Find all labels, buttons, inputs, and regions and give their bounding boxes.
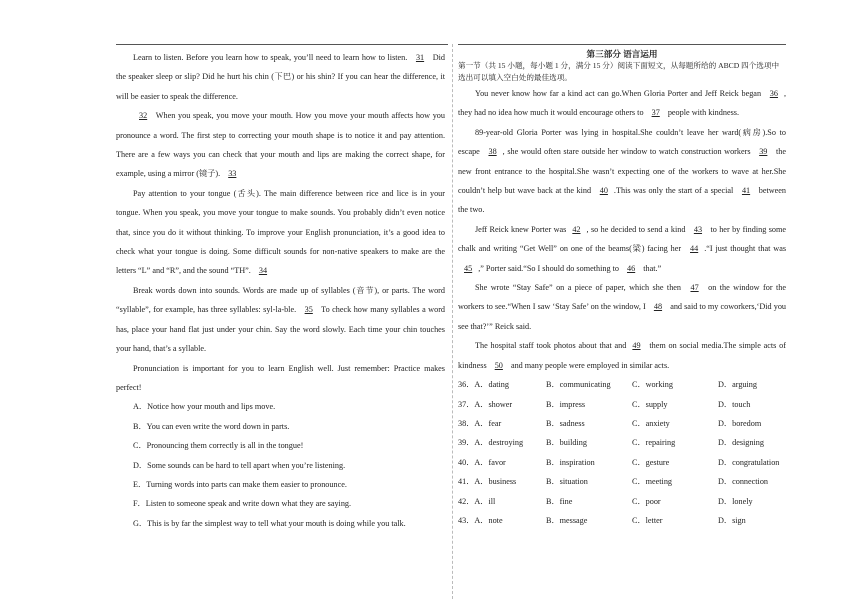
blank-38: 38 — [488, 147, 497, 157]
blank-50: 50 — [494, 360, 503, 370]
top-rule-left — [116, 44, 448, 45]
paragraph-mouth: 32 When you speak, you move your mouth. How you move your mouth affects how you pronounce a word. The first step to correcting your mouth shape is to notice it and pay attention. There are a few ways you can check that your mouth and lips are making the correct shape, for example, using a mirror (镜子). 33 — [116, 111, 445, 179]
section-header: 第三部分 语言运用 — [586, 49, 658, 59]
section-instructions: 第一节（共 15 小题，每小题 1 分，满分 15 分）阅读下面短文，从每题所给的 ABCD 四个选项中选出可以填入空白处的最佳选项。 — [458, 61, 780, 82]
top-rule-right — [458, 44, 786, 45]
question-row: 42．A．ill B．fine C．poor D．lonely — [458, 496, 753, 506]
column-divider — [452, 44, 453, 599]
question-row: 39．A．destroying B．building C．repairing D．designing — [458, 438, 764, 448]
blank-37: 37 — [651, 108, 660, 118]
blank-47: 47 — [690, 283, 699, 293]
question-row: 37．A．shower B．impress C．supply D．touch — [458, 399, 751, 409]
blank-40: 40 — [599, 186, 608, 196]
option-a: A．Notice how your mouth and lips move. — [133, 402, 276, 412]
option-c: C．Pronouncing them correctly is all in the tongue! — [133, 441, 304, 451]
blank-41: 41 — [741, 186, 751, 196]
paragraph-intro: Learn to listen. Before you learn how to speak, you’ll need to learn how to listen. 31 Did the speaker sleep or slip? Did he hurt his chin (下巴) or his shin? If you can hear the difference, it will be easier to speak the difference. — [116, 53, 446, 101]
blank-33: 33 — [228, 169, 237, 179]
blank-31: 31 — [415, 53, 425, 62]
right-column — [458, 48, 786, 530]
blank-44: 44 — [690, 244, 699, 254]
question-row: 40．A．favor B．inspiration C．gesture D．congratulation — [458, 457, 780, 467]
question-row: 43．A．note B．message C．letter D．sign — [458, 515, 746, 525]
question-list — [458, 375, 786, 530]
blank-36: 36 — [769, 89, 778, 98]
option-e: E．Turning words into parts can make them easier to pronounce. — [133, 479, 347, 489]
blank-39: 39 — [759, 147, 768, 157]
blank-42: 42 — [572, 224, 581, 234]
option-b: B．You can even write the word down in parts. — [133, 421, 290, 431]
blank-45: 45 — [464, 263, 473, 273]
option-f: F．Listen to someone speak and write down what they are saying. — [133, 499, 352, 509]
blank-34: 34 — [258, 266, 268, 276]
paragraph-conclusion: Pronunciation is important for you to learn English well. Just remember: Practice makes perfect! — [116, 363, 445, 392]
cloze-paragraph-1: You never know how far a kind act can go.When Gloria Porter and Jeff Reick began 36 , they had no idea how much it would encourage others to 37 people with kindness. — [458, 89, 787, 118]
blank-49: 49 — [632, 341, 641, 351]
blank-35: 35 — [304, 305, 313, 315]
cloze-paragraph-2: 89-year-old Gloria Porter was lying in hospital.She couldn’t leave her ward(病房).So to escape 38 , she would often stare outside her window to watch construction workers 39 the new front entrance to the hospital.She wasn’t expecting one of the workers to wave at her.She couldn’t help but wave back at the kind 40 .This was only the start of a special 41 between the two. — [458, 127, 787, 215]
left-column — [116, 48, 445, 533]
option-g: G．This is by far the simplest way to tell what your mouth is doing while you talk. — [133, 518, 406, 528]
paragraph-tongue: Pay attention to your tongue (舌头). The main difference between rice and lice is in your tongue. When you speak, you move your tongue to make sounds. You probably didn’t even notice that, since you do it without thinking. To improve your English pronunciation, it’s a good idea to check what your tongue is doing. Some difficult sounds for non-native speakers to make are the letters “L” and “R”, and the sound “TH”. 34 — [116, 188, 445, 276]
cloze-paragraph-5: The hospital staff took photos about that and 49 them on social media.The simple acts of kindness 50 and many people were employed in similar acts. — [458, 341, 786, 370]
cloze-paragraph-4: She wrote “Stay Safe” on a piece of paper, which she then 47 on the window for the workers to see.“When I saw ‘Stay Safe’ on the window, I 48 and said to my coworkers,‘Did you see that?’” Reick said. — [458, 283, 787, 331]
blank-46: 46 — [627, 263, 636, 273]
question-row: 41．A．business B．situation C．meeting D．connection — [458, 477, 769, 487]
answer-options — [116, 397, 445, 533]
paragraph-syllables: Break words down into sounds. Words are made up of syllables (音节), or parts. The word “syllable”, for example, has three syllables: syl-la-ble. 35 To check how many syllables a word has, place your hand flat just under your chin. Say the word slowly. Each time your chin touches your hand, that’s a syllable. — [116, 285, 446, 354]
blank-43: 43 — [693, 224, 703, 234]
question-row: 36．A．dating B．communicating C．working D．arguing — [458, 380, 757, 390]
question-row: 38．A．fear B．sadness C．anxiety D．boredom — [458, 418, 762, 428]
cloze-paragraph-3: Jeff Reick knew Porter was 42 , so he decided to send a kind 43 to her by finding some chalk and writing “Get Well” on one of the beams(梁) facing her 44 .“I just thought that was 45 ,” Porter said.“So I should do something to 46 that.” — [458, 224, 787, 273]
blank-32: 32 — [139, 111, 148, 121]
option-d: D．Some sounds can be hard to tell apart when you’re listening. — [133, 460, 346, 470]
blank-48: 48 — [653, 302, 663, 312]
